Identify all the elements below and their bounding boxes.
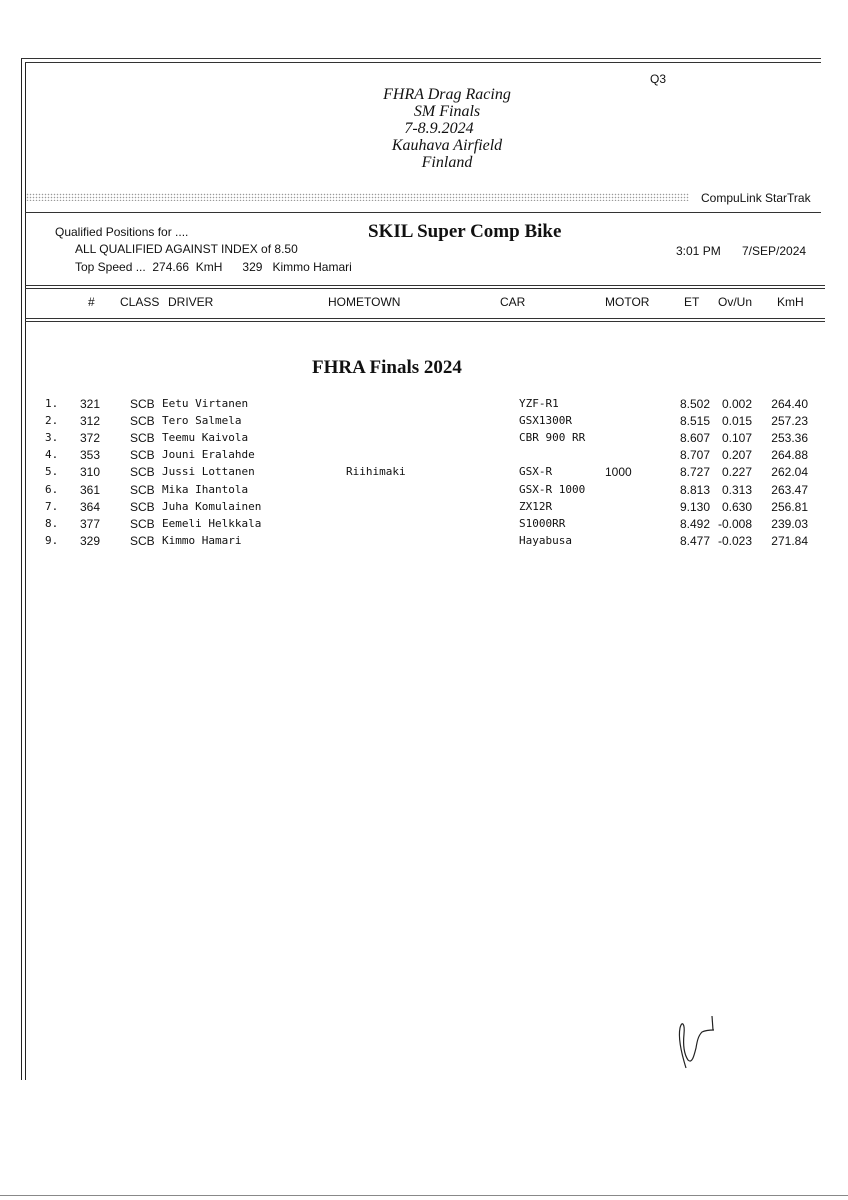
cell-class: SCB bbox=[130, 414, 155, 429]
report-time: 3:01 PM bbox=[676, 244, 721, 258]
cell-et: 8.727 bbox=[679, 465, 710, 480]
frame-top-inner bbox=[25, 62, 821, 63]
event-name: FHRA Drag Racing bbox=[383, 86, 511, 103]
cell-ovun: 0.207 bbox=[721, 448, 752, 463]
col-rule-top-1 bbox=[25, 285, 825, 286]
cell-hometown: Riihimaki bbox=[346, 465, 406, 479]
cell-class: SCB bbox=[130, 533, 155, 548]
table-row bbox=[0, 414, 848, 431]
cell-et: 8.607 bbox=[679, 431, 710, 446]
cell-kmh: 262.04 bbox=[771, 465, 808, 480]
cell-kmh: 271.84 bbox=[771, 533, 808, 548]
cell-num: 329 bbox=[79, 533, 100, 548]
report-date: 7/SEP/2024 bbox=[742, 244, 807, 258]
cell-pos: 6. bbox=[45, 482, 59, 496]
frame-left-inner bbox=[25, 62, 26, 1080]
cell-pos: 8. bbox=[45, 516, 59, 530]
cell-car: CBR 900 RR bbox=[519, 431, 586, 445]
cell-kmh: 257.23 bbox=[771, 414, 808, 429]
cell-kmh: 239.03 bbox=[771, 516, 808, 531]
cell-driver: Juha Komulainen bbox=[162, 499, 262, 513]
cell-num: 312 bbox=[79, 414, 100, 429]
event-header bbox=[297, 86, 597, 171]
section-title: FHRA Finals 2024 bbox=[312, 357, 462, 378]
col-rule-bottom-2 bbox=[25, 321, 825, 322]
top-speed-line: Top Speed ... 274.66 KmH 329 Kimmo Hamari bbox=[75, 260, 352, 274]
brand-label: CompuLink StarTrak bbox=[701, 191, 811, 205]
cell-motor: 1000 bbox=[605, 465, 632, 480]
cell-ovun: -0.023 bbox=[717, 533, 752, 548]
frame-top-outer bbox=[21, 58, 821, 59]
cell-driver: Teemu Kaivola bbox=[162, 431, 249, 445]
table-row bbox=[0, 483, 848, 500]
cell-driver: Mika Ihantola bbox=[162, 482, 249, 496]
cell-ovun: 0.107 bbox=[721, 431, 752, 446]
table-row bbox=[0, 397, 848, 414]
cell-car: ZX12R bbox=[519, 499, 553, 513]
cell-et: 8.707 bbox=[679, 448, 710, 463]
cell-car: Hayabusa bbox=[519, 533, 572, 547]
cell-kmh: 264.40 bbox=[771, 397, 808, 411]
cell-kmh: 256.81 bbox=[771, 499, 808, 514]
col-header-driver: DRIVER bbox=[168, 295, 214, 309]
header-rule bbox=[25, 212, 821, 213]
cell-driver: Jouni Eralahde bbox=[162, 448, 255, 462]
event-country: Finland bbox=[421, 154, 473, 171]
table-row bbox=[0, 500, 848, 517]
cell-pos: 3. bbox=[45, 431, 59, 445]
cell-class: SCB bbox=[130, 482, 155, 497]
signature bbox=[672, 1008, 722, 1070]
table-row bbox=[0, 448, 848, 465]
cell-class: SCB bbox=[130, 465, 155, 480]
cell-driver: Eemeli Helkkala bbox=[162, 516, 262, 530]
cell-driver: Kimmo Hamari bbox=[162, 533, 242, 547]
cell-driver: Tero Salmela bbox=[162, 414, 242, 428]
cell-kmh: 263.47 bbox=[771, 482, 808, 497]
cell-et: 8.492 bbox=[679, 516, 710, 531]
event-dates: 7-8.9.2024 bbox=[404, 120, 474, 137]
cell-ovun: 0.002 bbox=[721, 397, 752, 411]
event-subtitle: SM Finals bbox=[413, 103, 481, 120]
cell-class: SCB bbox=[130, 448, 155, 463]
cell-pos: 9. bbox=[45, 533, 59, 547]
cell-car: GSX-R bbox=[519, 465, 553, 479]
cell-class: SCB bbox=[130, 397, 155, 411]
cell-num: 364 bbox=[79, 499, 100, 514]
table-row bbox=[0, 534, 848, 551]
cell-et: 9.130 bbox=[679, 499, 710, 514]
cell-pos: 5. bbox=[45, 465, 59, 479]
cell-class: SCB bbox=[130, 499, 155, 514]
cell-kmh: 264.88 bbox=[771, 448, 808, 463]
cell-pos: 7. bbox=[45, 499, 59, 513]
cell-car: S1000RR bbox=[519, 516, 566, 530]
cell-et: 8.502 bbox=[679, 397, 710, 411]
cell-ovun: 0.227 bbox=[721, 465, 752, 480]
table-row bbox=[0, 517, 848, 534]
col-header-motor: MOTOR bbox=[605, 295, 650, 309]
col-header-ovun: Ov/Un bbox=[718, 295, 753, 309]
cell-ovun: -0.008 bbox=[717, 516, 752, 531]
cell-pos: 4. bbox=[45, 448, 59, 462]
col-header-et: ET bbox=[684, 295, 700, 309]
cell-car: GSX-R 1000 bbox=[519, 482, 586, 496]
cell-pos: 2. bbox=[45, 414, 59, 428]
cell-num: 372 bbox=[79, 431, 100, 446]
cell-num: 361 bbox=[79, 482, 100, 497]
cell-class: SCB bbox=[130, 431, 155, 446]
page-code: Q3 bbox=[650, 72, 667, 86]
col-header-class: CLASS bbox=[120, 295, 160, 309]
class-title: SKIL Super Comp Bike bbox=[368, 221, 562, 242]
cell-driver: Jussi Lottanen bbox=[162, 465, 255, 479]
cell-car: GSX1300R bbox=[519, 414, 572, 428]
cell-num: 377 bbox=[79, 516, 100, 531]
cell-num: 310 bbox=[79, 465, 100, 480]
cell-ovun: 0.015 bbox=[721, 414, 752, 429]
cell-kmh: 253.36 bbox=[771, 431, 808, 446]
col-rule-top-2 bbox=[25, 288, 825, 289]
col-header-kmh: KmH bbox=[777, 295, 804, 309]
cell-et: 8.813 bbox=[679, 482, 710, 497]
col-rule-bottom-1 bbox=[25, 318, 825, 319]
cell-et: 8.477 bbox=[679, 533, 710, 548]
frame-left-outer bbox=[21, 58, 22, 1080]
cell-driver: Eetu Virtanen bbox=[162, 397, 249, 410]
qualified-label: Qualified Positions for .... bbox=[55, 225, 189, 239]
cell-car: YZF-R1 bbox=[519, 397, 559, 410]
dotted-divider bbox=[26, 193, 689, 201]
page-bottom-edge bbox=[0, 1195, 848, 1196]
col-header-car: CAR bbox=[500, 295, 526, 309]
cell-ovun: 0.313 bbox=[721, 482, 752, 497]
cell-num: 353 bbox=[79, 448, 100, 463]
cell-pos: 1. bbox=[45, 397, 59, 410]
table-row bbox=[0, 465, 848, 482]
col-header-num: # bbox=[88, 295, 95, 309]
col-header-hometown: HOMETOWN bbox=[328, 295, 401, 309]
cell-ovun: 0.630 bbox=[721, 499, 752, 514]
index-line: ALL QUALIFIED AGAINST INDEX of 8.50 bbox=[75, 242, 298, 256]
cell-et: 8.515 bbox=[679, 414, 710, 429]
cell-class: SCB bbox=[130, 516, 155, 531]
table-row bbox=[0, 431, 848, 448]
cell-num: 321 bbox=[79, 397, 100, 411]
event-venue: Kauhava Airfield bbox=[391, 137, 503, 154]
